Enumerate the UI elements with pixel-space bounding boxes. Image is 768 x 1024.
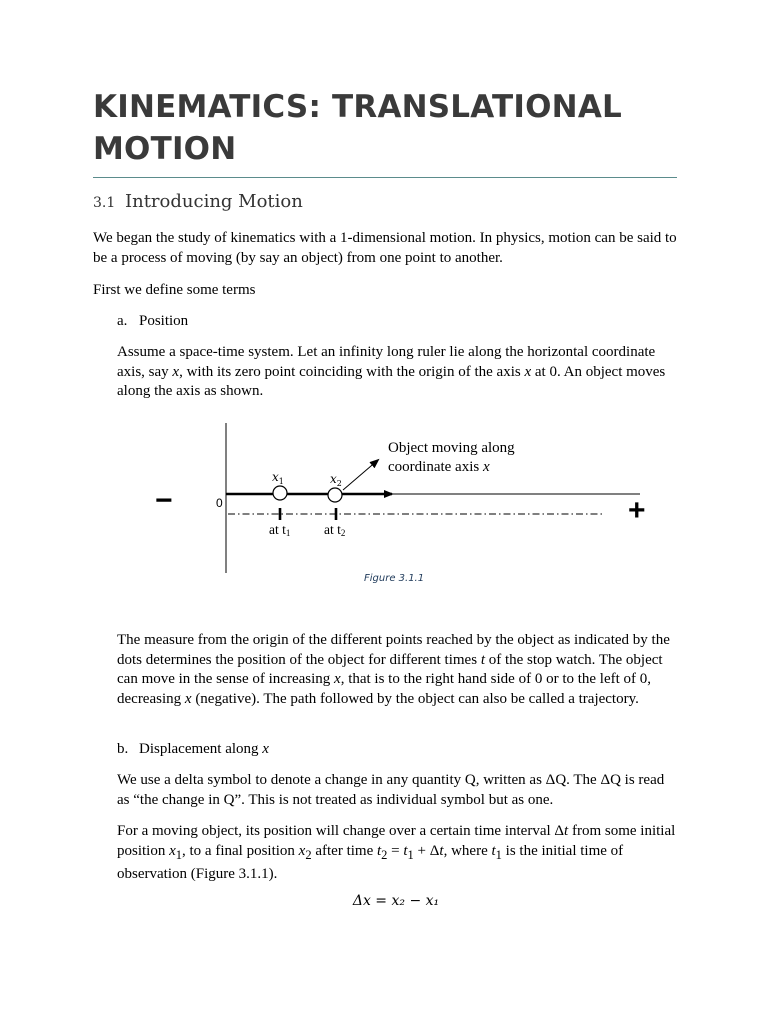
text-run: of the stop watch. The object can move in the sense of increasing (117, 651, 663, 687)
list-item-label: Displacement along (139, 741, 263, 757)
motion-diagram (150, 420, 660, 595)
label-at-t1 (269, 522, 290, 538)
origin-label: 0 (216, 496, 223, 510)
annotation-variable: x (482, 459, 490, 475)
subscript: 2 (305, 847, 312, 862)
position-paragraph (117, 343, 677, 402)
at-t2-sub: 2 (340, 528, 346, 538)
intro-paragraph: We began the study of kinematics with a 1-dimensional motion. In physics, motion can be said to be a process of moving (by say an object) from one point to another. (93, 230, 677, 266)
variable: x (524, 363, 532, 380)
list-item-label: Position (139, 313, 189, 329)
variable: t (491, 842, 496, 859)
text-run: from some initial position (117, 823, 676, 859)
title-line-2: MOTION (93, 131, 237, 167)
label-x1-var: x (272, 470, 279, 484)
section-heading (93, 191, 303, 212)
subscript: 2 (381, 847, 388, 862)
variable: x (172, 363, 180, 380)
object-dot-x2 (328, 488, 342, 502)
text-run: , to a final position (182, 842, 299, 859)
variable: x (262, 741, 269, 757)
text-run: (negative). The path followed by the object can also be called a trajectory. (191, 690, 639, 707)
text-run: is the initial time of observation (Figure 3.1.1). (117, 842, 624, 882)
list-marker-b: b. (117, 741, 129, 757)
at-t1-sub: 1 (285, 528, 291, 538)
title-divider (93, 177, 677, 178)
variable: x (298, 842, 306, 859)
title-line-1: KINEMATICS: TRANSLATIONAL (93, 89, 622, 125)
figure-3-1-1 (150, 420, 660, 595)
text-run: , that is to the right hand side of 0 or to the left of 0, decreasing (117, 671, 652, 707)
displacement-equation: Δx = x₂ − x₁ (352, 893, 440, 909)
page-title (93, 86, 683, 170)
list-item-position (117, 312, 677, 332)
label-x2-sub: 2 (336, 479, 342, 488)
variable: t (564, 823, 569, 839)
variable: t (480, 651, 485, 668)
object-dot-x1 (273, 486, 287, 500)
variable: x (184, 690, 192, 707)
subscript: 1 (175, 847, 183, 862)
text-run: For a moving object, its position will change over a certain time interval Δ (117, 823, 565, 839)
text-run: , where (443, 842, 492, 859)
list-item-displacement (117, 740, 677, 760)
label-x1 (272, 470, 284, 486)
variable: t (439, 842, 444, 859)
section-title: Introducing Motion (125, 191, 303, 212)
list-marker-a: a. (117, 313, 128, 329)
label-x2-var: x (330, 472, 337, 486)
text-run: , with its zero point coinciding with the origin of the axis (179, 363, 525, 380)
subscript: 1 (407, 847, 414, 862)
trajectory-paragraph (117, 631, 677, 709)
section-number: 3.1 (93, 195, 116, 211)
delta-paragraph: We use a delta symbol to denote a change in any quantity Q, written as ΔQ. The ΔQ is read as “the change in Q”. This is not treated as individual symbol but as one. (117, 772, 665, 808)
at-t1-text: at t (269, 522, 286, 537)
plus-sign: + (628, 494, 646, 527)
text-run: The measure from the origin of the different points reached by the object as indicated by the dots determines the position of the object for different times (117, 632, 670, 668)
text-run: Assume a space-time system. Let an infinity long ruler lie along the horizontal coordinate axis, say (117, 344, 656, 380)
position-change-paragraph (117, 822, 677, 885)
variable: x (169, 842, 176, 859)
annotation-line-1: Object moving along (388, 440, 515, 456)
label-x2 (330, 472, 342, 488)
annotation-line-2 (388, 459, 490, 475)
label-at-t2 (324, 522, 345, 538)
annotation-pointer-arrow (343, 460, 378, 490)
variable: t (403, 842, 408, 859)
at-t2-text: at t (324, 522, 341, 537)
text-run: + Δ (413, 842, 440, 859)
minus-sign: − (155, 484, 173, 517)
text-run: at 0. An object moves along the axis as shown. (117, 363, 666, 399)
text-run: = (387, 842, 404, 859)
variable: x (334, 671, 341, 687)
annotation-text: coordinate axis (388, 459, 483, 475)
figure-caption: Figure 3.1.1 (364, 573, 425, 584)
terms-paragraph: First we define some terms (93, 282, 256, 298)
subscript: 1 (495, 847, 502, 862)
variable: t (376, 842, 382, 859)
text-run: after time (311, 842, 377, 859)
label-x1-sub: 1 (278, 477, 284, 486)
